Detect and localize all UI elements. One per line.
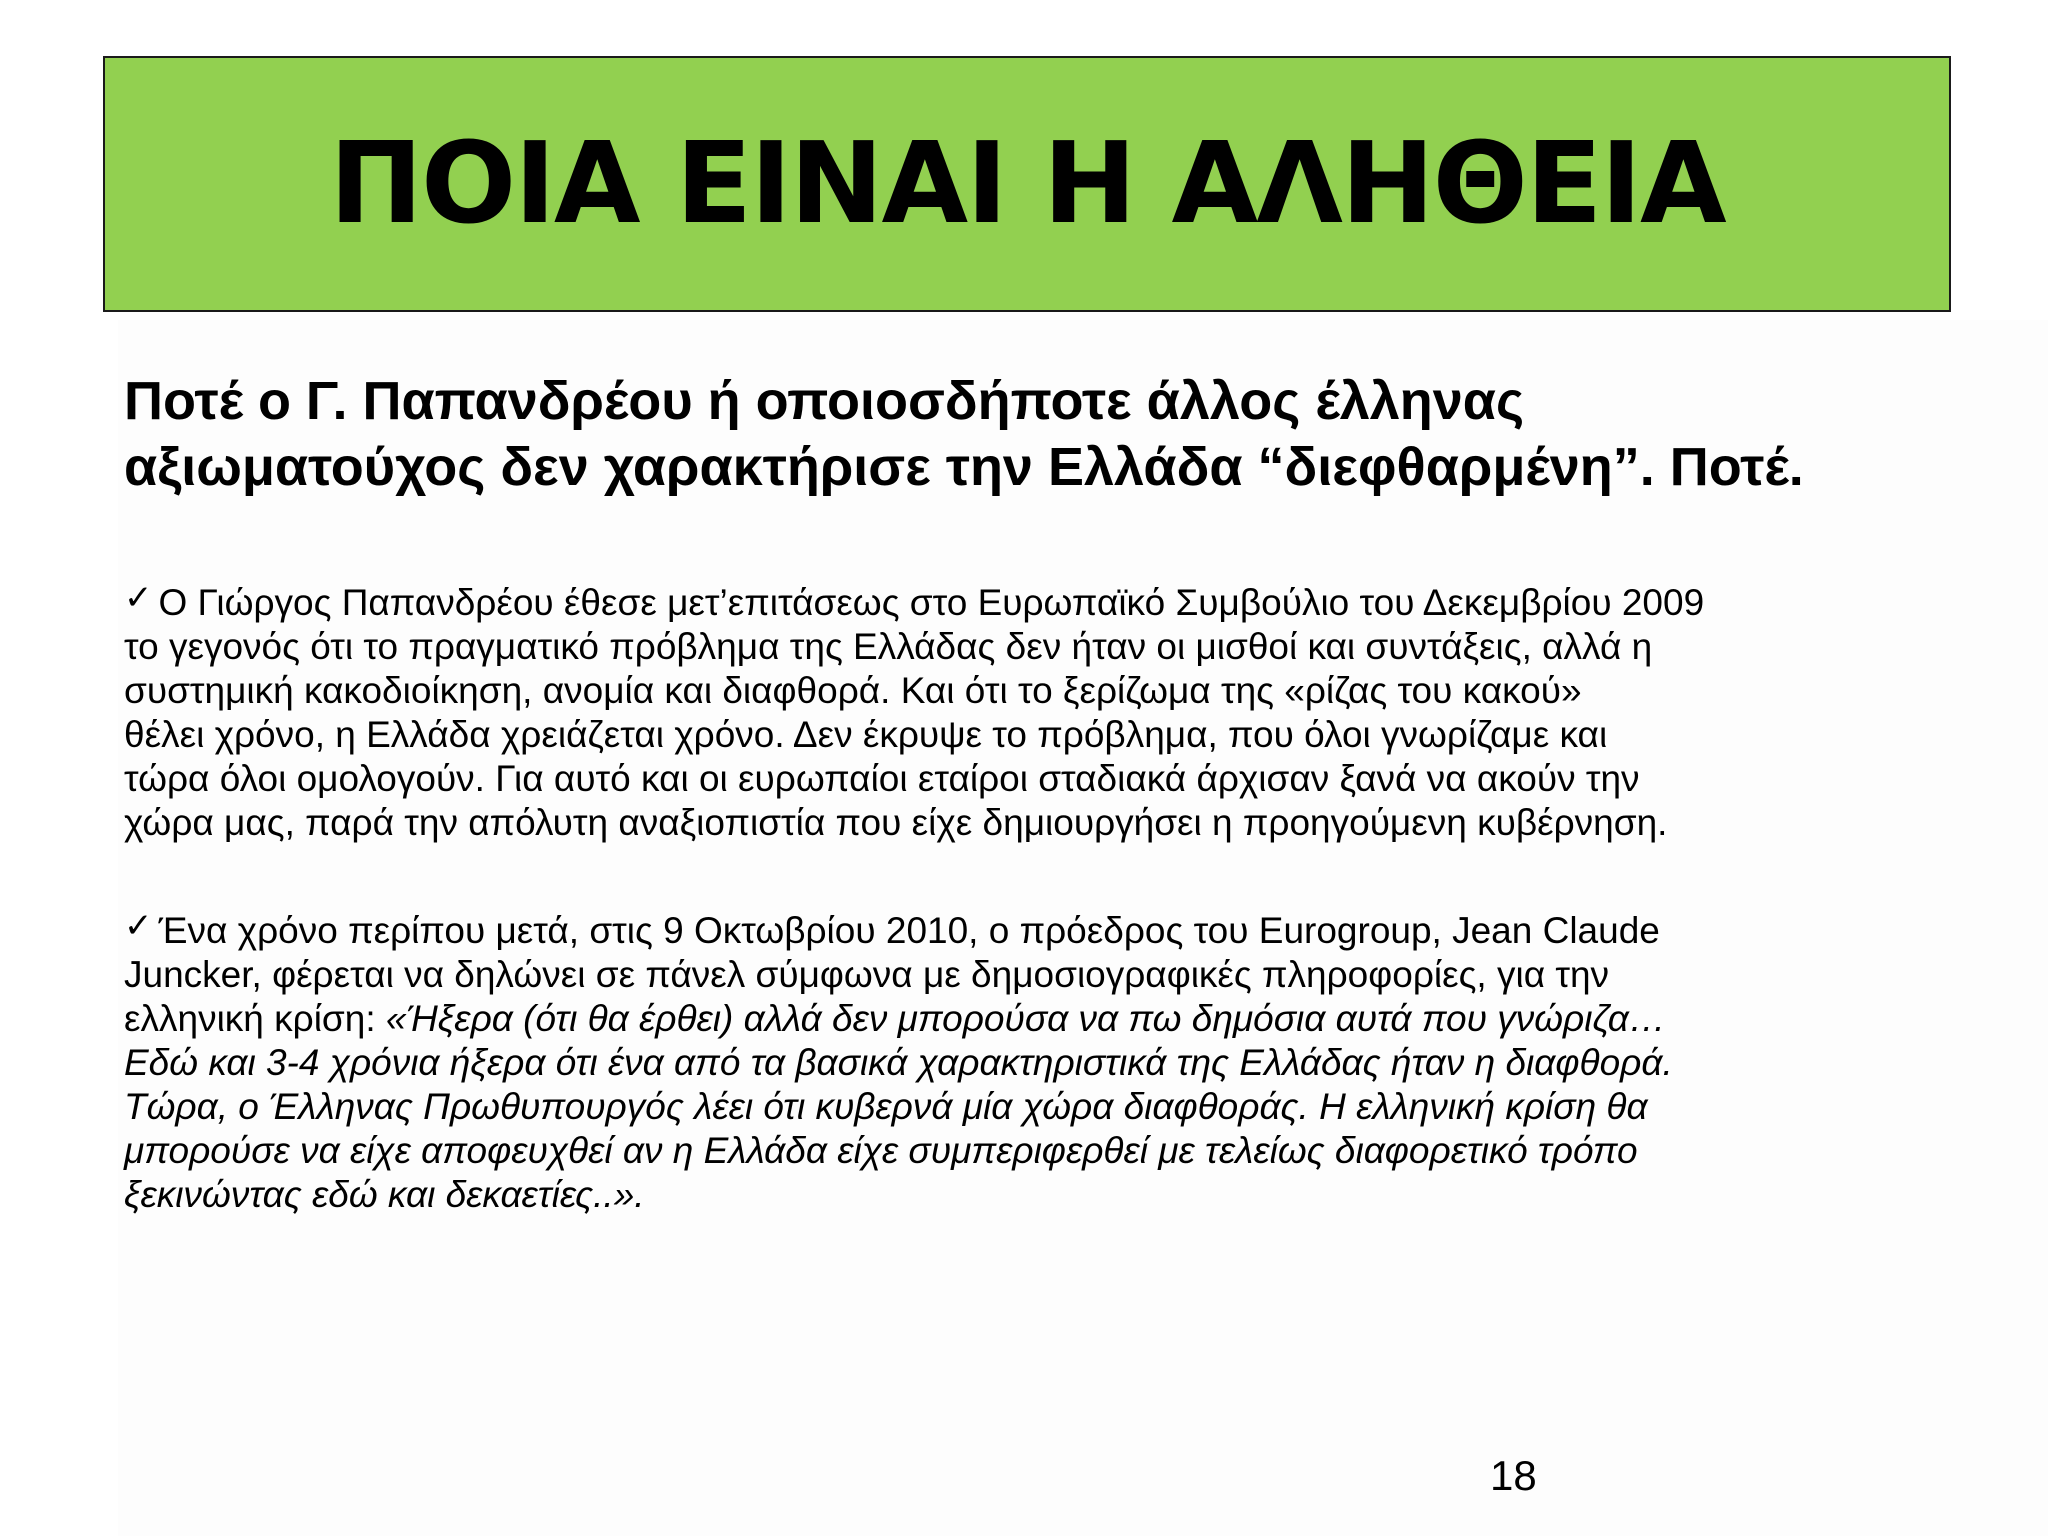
paragraph-line: θέλει χρόνο, η Ελλάδα χρειάζεται χρόνο. Δεν έκρυψε το πρόβλημα, που όλοι γνωρίζαμε και [124,714,1608,755]
quote-text: «Ήξερα (ότι θα έρθει) αλλά δεν μπορούσα να πω δημόσια αυτά που γνώριζα… [385,998,1666,1039]
paragraph-line-text: ελληνική κρίση: [124,998,386,1039]
checkmark-icon: ✓ [124,578,153,618]
paragraph-line [124,997,1954,1041]
quote-line: Εδώ και 3-4 χρόνια ήξερα ότι ένα από τα βασικά χαρακτηριστικά της Ελλάδας ήταν η διαφθορά. [124,1042,1673,1083]
paragraph-line-text: Ένα χρόνο περίπου μετά, στις 9 Οκτωβρίου 2010, ο πρόεδρος του Eurogroup, Jean Claude [158,910,1660,951]
paragraph-line: Juncker, φέρεται να δηλώνει σε πάνελ σύμφωνα με δημοσιογραφικές πληροφορίες, για την [124,954,1610,995]
headline-line: Ποτέ ο Γ. Παπανδρέου ή οποιοσδήποτε άλλος έλληνας [124,371,1525,431]
paragraph-line [124,904,1954,953]
page-number: 18 [1490,1452,1537,1499]
title-banner [103,56,1951,312]
bullet-paragraph-2 [124,904,1954,1217]
quote-line: ξεκινώντας εδώ και δεκαετίες..». [124,1174,645,1215]
quote-line: Τώρα, ο Έλληνας Πρωθυπουργός λέει ότι κυβερνά μία χώρα διαφθοράς. Η ελληνική κρίση θα [124,1086,1648,1127]
slide-title: ΠΟΙΑ ΕΙΝΑΙ Η ΑΛΗΘΕΙΑ [329,119,1725,249]
paragraph-line-text: Ο Γιώργος Παπανδρέου έθεσε μετ’επιτάσεως στο Ευρωπαϊκό Συμβούλιο του Δεκεμβρίου 2009 [158,582,1705,623]
checkmark-icon: ✓ [124,906,153,946]
paragraph-line: το γεγονός ότι το πραγματικό πρόβλημα της Ελλάδας δεν ήταν οι μισθοί και συντάξεις, αλλά η [124,626,1653,667]
paragraph-line: συστημική κακοδιοίκηση, ανομία και διαφθορά. Και ότι το ξερίζωμα της «ρίζας του κακού» [124,670,1582,711]
paragraph-line [124,576,1954,625]
bullet-paragraph-1 [124,576,1954,845]
quote-line: μπορούσε να είχε αποφευχθεί αν η Ελλάδα είχε συμπεριφερθεί με τελείως διαφορετικό τρόπο [124,1130,1638,1171]
headline-line: αξιωματούχος δεν χαρακτήρισε την Ελλάδα “διεφθαρμένη”. Ποτέ. [124,437,1804,497]
headline [124,368,1944,500]
paragraph-line: τώρα όλοι ομολογούν. Για αυτό και οι ευρωπαίοι εταίροι σταδιακά άρχισαν ξανά να ακούν την [124,758,1640,799]
paragraph-line: χώρα μας, παρά την απόλυτη αναξιοπιστία που είχε δημιουργήσει η προηγούμενη κυβέρνηση. [124,802,1668,843]
